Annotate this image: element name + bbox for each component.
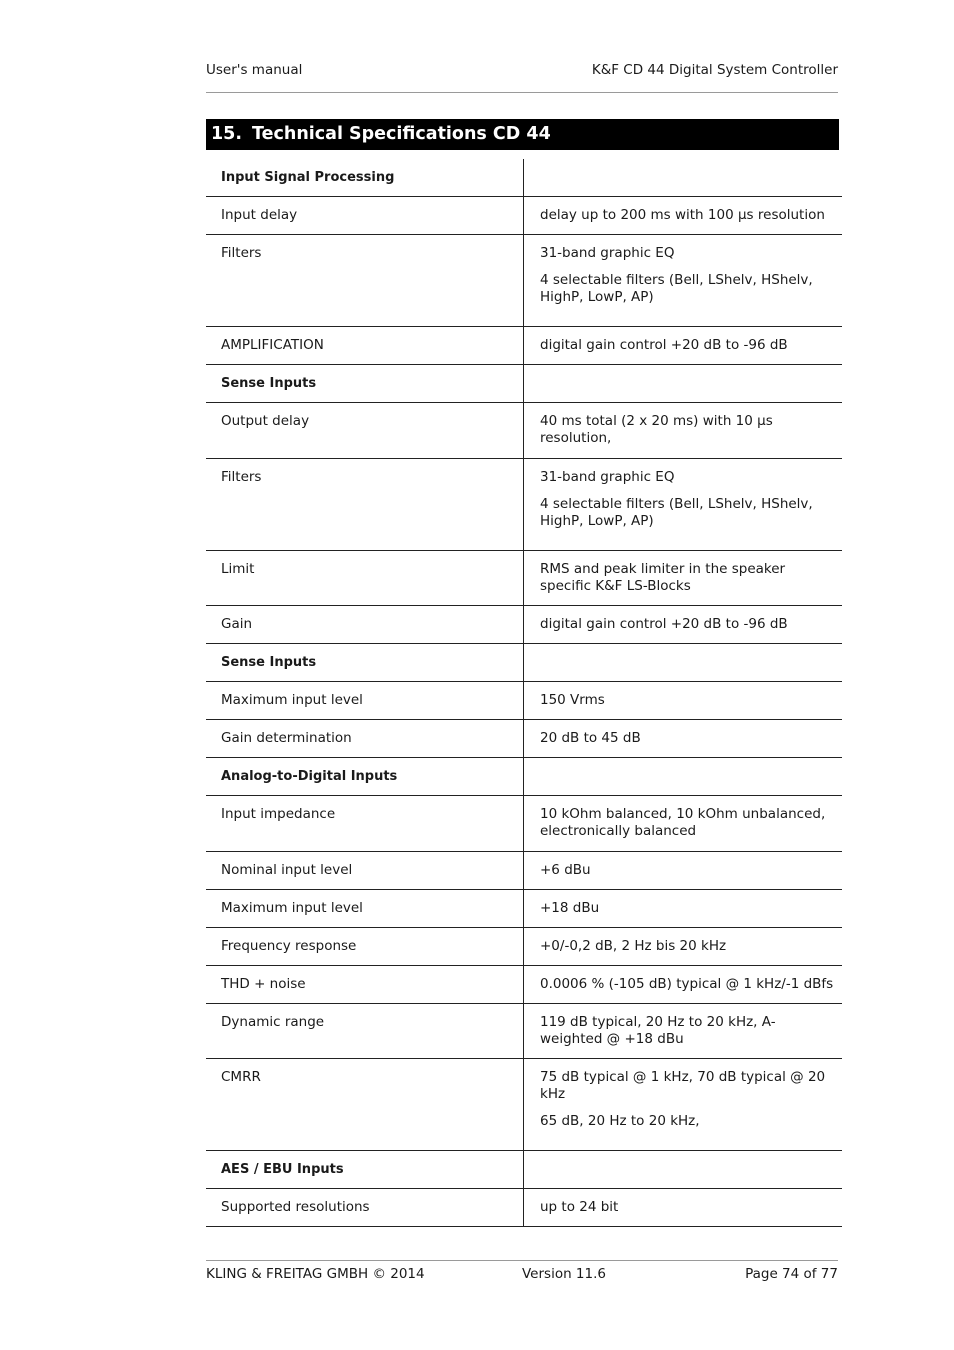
row-value xyxy=(524,758,842,795)
table-row xyxy=(206,1189,842,1227)
row-label: Frequency response xyxy=(206,928,524,965)
row-value-line: 65 dB, 20 Hz to 20 kHz, xyxy=(540,1113,700,1129)
page-footer xyxy=(206,1260,838,1282)
row-label: Gain determination xyxy=(206,720,524,757)
table-row xyxy=(206,365,842,403)
row-value-line: 4 selectable filters (Bell, LShelv, HShelv, HighP, LowP, AP) xyxy=(540,496,813,529)
row-value xyxy=(524,459,842,550)
table-row xyxy=(206,606,842,644)
table-row xyxy=(206,928,842,966)
table-row xyxy=(206,403,842,459)
section-title xyxy=(206,119,839,150)
row-value xyxy=(524,644,842,681)
row-value: 119 dB typical, 20 Hz to 20 kHz, A-weighted @ +18 dBu xyxy=(540,1014,776,1047)
row-value: 40 ms total (2 x 20 ms) with 10 µs resolution, xyxy=(540,413,773,446)
table-row xyxy=(206,327,842,365)
row-label: Nominal input level xyxy=(206,852,524,889)
table-row xyxy=(206,890,842,928)
table-row xyxy=(206,159,842,197)
row-value: up to 24 bit xyxy=(540,1199,619,1215)
table-row xyxy=(206,966,842,1004)
row-value xyxy=(524,365,842,402)
table-row xyxy=(206,796,842,852)
row-label: THD + noise xyxy=(206,966,524,1003)
table-row xyxy=(206,1004,842,1059)
row-value: +6 dBu xyxy=(540,862,591,878)
row-label: Filters xyxy=(206,235,524,326)
row-value: RMS and peak limiter in the speaker specific K&F LS-Blocks xyxy=(540,561,786,594)
row-value: +18 dBu xyxy=(540,900,600,916)
header-doc-type: User's manual xyxy=(206,62,303,78)
table-row xyxy=(206,235,842,327)
table-row xyxy=(206,197,842,235)
table-row xyxy=(206,1151,842,1189)
row-label: Output delay xyxy=(206,403,524,458)
spec-table xyxy=(206,159,842,1227)
section-title-text: Technical Specifications CD 44 xyxy=(252,124,551,144)
row-value xyxy=(524,159,842,196)
row-label: Maximum input level xyxy=(206,682,524,719)
row-label: AES / EBU Inputs xyxy=(206,1151,524,1188)
section-number: 15. xyxy=(211,124,243,144)
row-label: Sense Inputs xyxy=(206,644,524,681)
row-value: 0.0006 % (-105 dB) typical @ 1 kHz/-1 dBfs xyxy=(540,976,834,992)
row-value xyxy=(524,1059,842,1150)
footer-company: KLING & FREITAG GMBH © 2014 xyxy=(206,1266,425,1282)
row-label: Input impedance xyxy=(206,796,524,851)
table-row xyxy=(206,682,842,720)
row-value: delay up to 200 ms with 100 µs resolution xyxy=(540,207,825,223)
row-label: CMRR xyxy=(206,1059,524,1150)
row-label: Supported resolutions xyxy=(206,1189,524,1226)
row-label: Sense Inputs xyxy=(206,365,524,402)
row-value xyxy=(524,235,842,326)
row-label: AMPLIFICATION xyxy=(206,327,524,364)
table-row xyxy=(206,1059,842,1151)
row-label: Dynamic range xyxy=(206,1004,524,1058)
row-label: Analog-to-Digital Inputs xyxy=(206,758,524,795)
row-value: +0/-0,2 dB, 2 Hz bis 20 kHz xyxy=(540,938,727,954)
row-value-line: 31-band graphic EQ xyxy=(540,245,675,261)
page-header xyxy=(206,56,838,93)
row-value-line: 31-band graphic EQ xyxy=(540,469,675,485)
row-label: Filters xyxy=(206,459,524,550)
row-value: 10 kOhm balanced, 10 kOhm unbalanced, electronically balanced xyxy=(540,806,826,839)
row-value: digital gain control +20 dB to -96 dB xyxy=(540,616,788,632)
table-row xyxy=(206,644,842,682)
row-value-line: 4 selectable filters (Bell, LShelv, HShelv, HighP, LowP, AP) xyxy=(540,272,813,305)
row-value xyxy=(524,1151,842,1188)
row-label: Input delay xyxy=(206,197,524,234)
row-value: digital gain control +20 dB to -96 dB xyxy=(540,337,788,353)
table-row xyxy=(206,459,842,551)
table-row xyxy=(206,758,842,796)
row-label: Gain xyxy=(206,606,524,643)
row-value-line: 75 dB typical @ 1 kHz, 70 dB typical @ 20 kHz xyxy=(540,1069,826,1102)
row-label: Input Signal Processing xyxy=(206,159,524,196)
table-row xyxy=(206,720,842,758)
row-label: Limit xyxy=(206,551,524,605)
row-label: Maximum input level xyxy=(206,890,524,927)
row-value: 20 dB to 45 dB xyxy=(540,730,641,746)
row-value: 150 Vrms xyxy=(540,692,605,708)
table-row xyxy=(206,852,842,890)
footer-version: Version 11.6 xyxy=(522,1266,606,1282)
header-doc-title: K&F CD 44 Digital System Controller xyxy=(591,62,838,78)
footer-page-number: Page 74 of 77 xyxy=(745,1266,838,1282)
table-row xyxy=(206,551,842,606)
